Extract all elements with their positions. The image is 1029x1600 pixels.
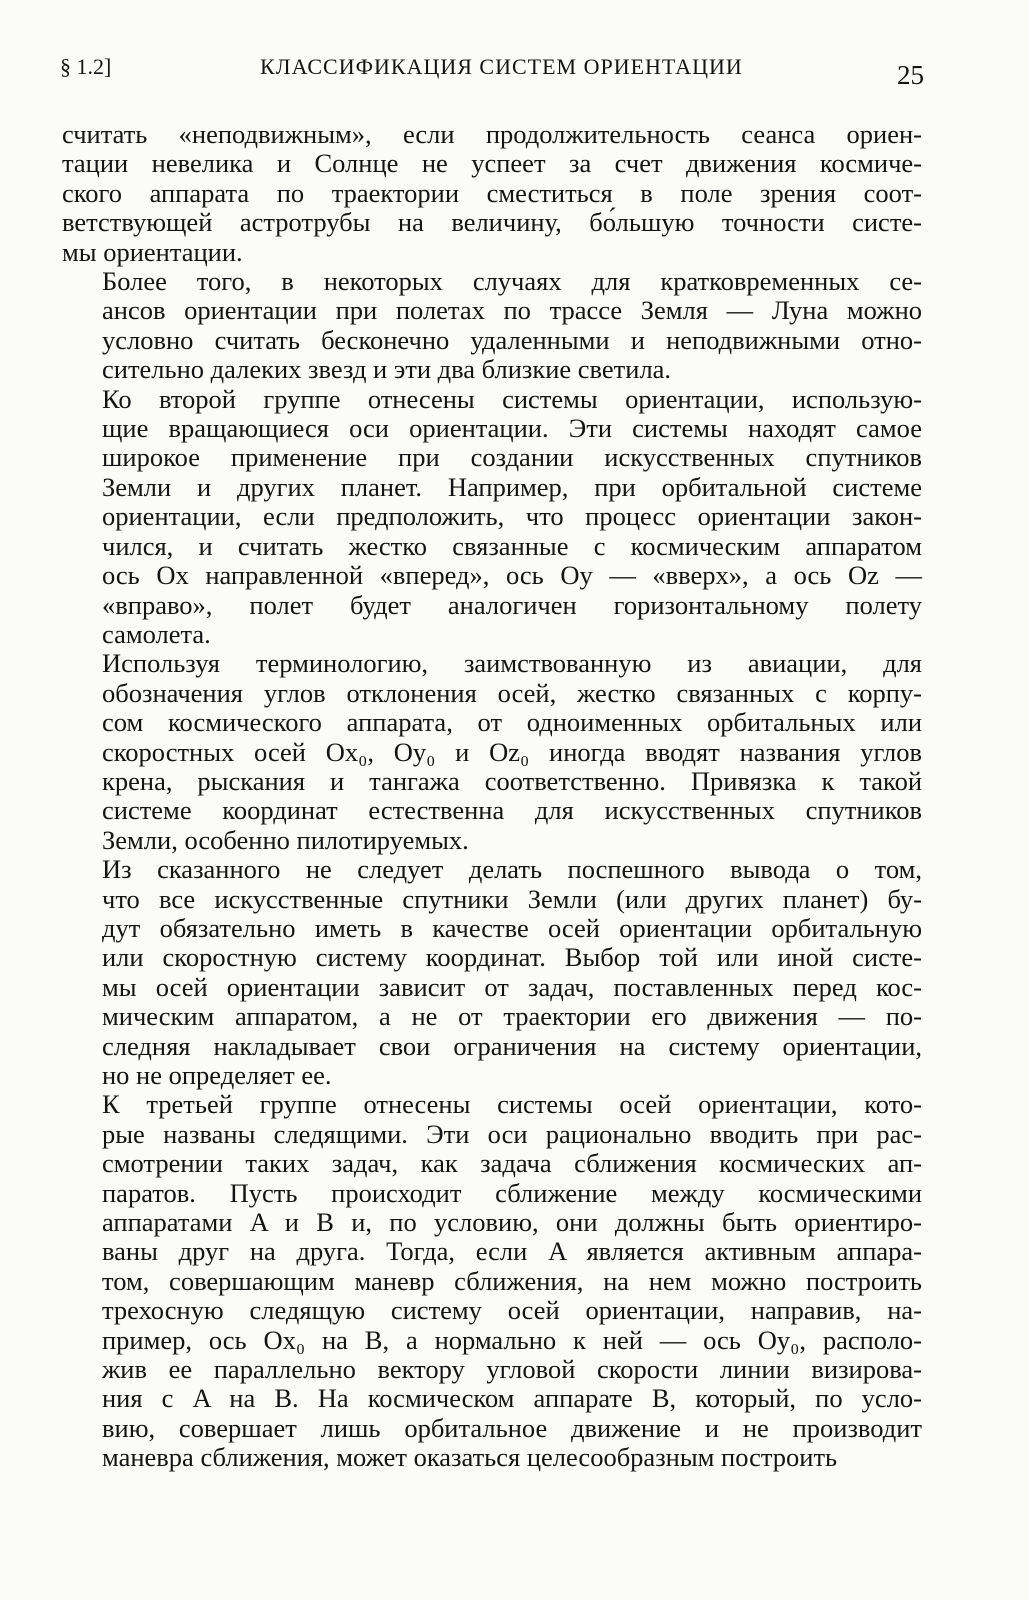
text-line: жив ее параллельно вектору угловой скорости линии визирова- [102, 1354, 922, 1385]
text-line: паратов. Пусть происходит сближение между космическими [102, 1177, 922, 1208]
text-line: Более того, в некоторых случаях для кратковременных се- [102, 266, 922, 297]
text-line: ориентации, если предположить, что процесс ориентации закон- [102, 501, 922, 532]
paragraph [62, 649, 922, 855]
text-line: ского аппарата по траектории сместиться в поле зрения соот- [62, 177, 922, 208]
text-line: рые названы следящими. Эти оси рационально вводить при рас- [102, 1118, 922, 1149]
text-line: Из сказанного не следует делать поспешного вывода о том, [102, 854, 922, 885]
paragraph [62, 385, 922, 650]
text-line: обозначения углов отклонения осей, жестко связанных с корпу- [102, 677, 922, 708]
text-line: Земли, особенно пилотируемых. [102, 824, 469, 855]
text-line: крена, рыскания и тангажа соответственно. Привязка к такой [102, 765, 922, 796]
paragraph [62, 120, 922, 267]
text-line: ваны друг на друга. Тогда, если A является активным аппара- [102, 1236, 922, 1267]
text-line: мическим аппаратом, а не от траектории его движения — по- [102, 1001, 922, 1032]
text-line: сительно далеких звезд и эти два близкие светила. [102, 354, 672, 385]
text-line: Используя терминологию, заимствованную из авиации, для [102, 648, 922, 679]
text-line: Ко второй группе отнесены системы ориентации, использую- [102, 383, 922, 414]
text-line: ансов ориентации при полетах по трассе Земля — Луна можно [102, 295, 922, 326]
text-line: «вправо», полет будет аналогичен горизонтальному полету [102, 589, 922, 620]
running-header [60, 48, 924, 88]
text-line: чился, и считать жестко связанные с космическим аппаратом [102, 530, 922, 561]
paragraph [62, 267, 922, 385]
text-line: но не определяет ее. [102, 1060, 332, 1090]
text-line: тации невелика и Солнце не успеет за счет движения космиче- [62, 148, 922, 179]
text-line: условно считать бесконечно удаленными и неподвижными отно- [102, 324, 922, 355]
text-line: следняя накладывает свои ограничения на систему ориентации, [102, 1030, 922, 1061]
paragraph [62, 1090, 922, 1472]
text-line: широкое применение при создании искусственных спутников [102, 442, 922, 473]
text-line: дут обязательно иметь в качестве осей ориентации орбитальную [102, 912, 922, 943]
paragraph [62, 855, 922, 1090]
text-line: мы ориентации. [62, 236, 243, 267]
text-line: скоростных осей Ox₀, Oy₀ и Oz₀ иногда вводят названия углов [102, 736, 922, 767]
text-line: вию, совершает лишь орбитальное движение и не производит [102, 1412, 922, 1443]
text-line: щие вращающиеся оси ориентации. Эти системы находят самое [102, 413, 922, 444]
text-line: пример, ось Ox₀ на B, а нормально к ней — ось Oy₀, располо- [102, 1324, 922, 1355]
text-line: ния с A на B. На космическом аппарате B, который, по усло- [102, 1383, 922, 1414]
text-line: мы осей ориентации зависит от задач, поставленных перед кос- [102, 971, 922, 1002]
text-line: ось Ox направленной «вперед», ось Oy — «вверх», а ось Oz — [102, 560, 922, 591]
text-line: или скоростную систему координат. Выбор той или иной систе- [102, 942, 922, 973]
text-line: том, совершающим маневр сближения, на нем можно построить [102, 1265, 922, 1296]
text-line: что все искусственные спутники Земли (или других планет) бу- [102, 883, 922, 914]
text-line: ветствующей астротрубы на величину, бо́льшую точности систе- [62, 207, 922, 238]
text-line: самолета. [102, 618, 211, 649]
text-line: трехосную следящую систему осей ориентации, направив, на- [102, 1295, 922, 1326]
text-line: смотрении таких задач, как задача сближения космических ап- [102, 1148, 922, 1179]
section-reference: § 1.2] [60, 54, 112, 79]
page-number: 25 [897, 60, 924, 90]
text-line: считать «неподвижным», если продолжительность сеанса ориен- [62, 119, 922, 149]
running-title: КЛАССИФИКАЦИЯ СИСТЕМ ОРИЕНТАЦИИ [260, 54, 743, 79]
text-line: К третьей группе отнесены системы осей ориентации, кото- [102, 1089, 922, 1120]
text-line: маневра сближения, может оказаться целесообразным построить [102, 1442, 838, 1473]
text-line: сом космического аппарата, от одноименных орбитальных или [102, 707, 922, 738]
text-line: Земли и других планет. Например, при орбитальной системе [102, 471, 922, 502]
text-line: аппаратами A и B и, по условию, они должны быть ориентиро- [102, 1207, 922, 1238]
text-line: системе координат естественна для искусственных спутников [102, 795, 922, 826]
body-text [62, 120, 922, 1473]
